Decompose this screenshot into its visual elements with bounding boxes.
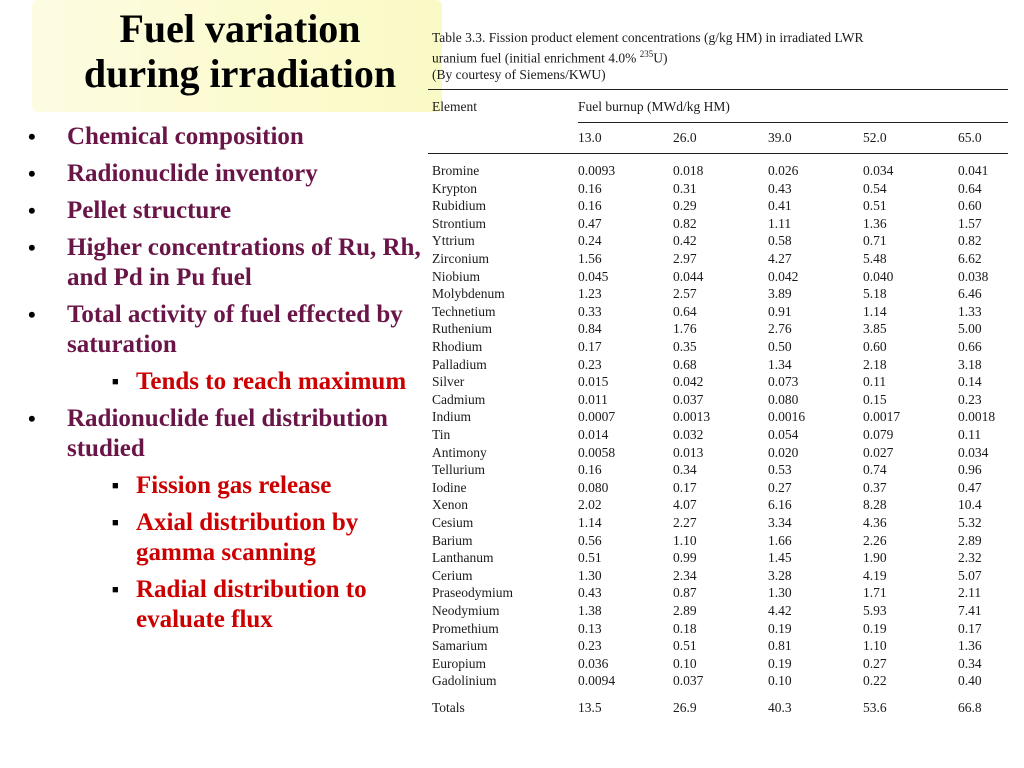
concentration-cell: 0.0007	[578, 409, 616, 425]
table-row	[428, 549, 1024, 567]
bullet-list	[28, 122, 438, 642]
element-name-cell: Praseodymium	[432, 585, 513, 601]
concentration-cell: 0.23	[578, 356, 602, 372]
concentration-cell: 0.16	[578, 198, 602, 214]
concentration-cell: 0.036	[578, 655, 609, 671]
burnup-header-cell: 52.0	[863, 130, 887, 145]
header-fuel-burnup: Fuel burnup (MWd/kg HM)	[578, 99, 730, 114]
concentration-cell: 0.34	[958, 655, 982, 671]
burnup-header-cell: 13.0	[578, 130, 602, 145]
totals-row	[428, 699, 1024, 717]
concentration-cell: 0.33	[578, 303, 602, 319]
concentration-cell: 0.073	[768, 374, 799, 390]
concentration-cell: 1.33	[958, 303, 982, 319]
bullet-item: • Chemical composition	[28, 122, 438, 152]
concentration-cell: 8.28	[863, 497, 887, 513]
totals-cell: 13.5	[578, 700, 602, 715]
concentration-cell: 0.042	[673, 374, 704, 390]
concentration-cell: 0.037	[673, 391, 704, 407]
concentration-cell: 0.045	[578, 268, 609, 284]
concentration-cell: 0.079	[863, 427, 894, 442]
caption-line-2	[432, 46, 1012, 67]
concentration-cell: 1.56	[578, 251, 602, 266]
concentration-cell: 2.18	[863, 356, 887, 372]
table-row	[428, 320, 1024, 338]
concentration-cell: 0.027	[863, 444, 894, 460]
concentration-cell: 2.89	[673, 603, 697, 618]
concentration-cell: 0.054	[768, 427, 799, 442]
concentration-cell: 2.27	[673, 515, 697, 530]
concentration-cell: 0.82	[958, 233, 982, 249]
concentration-cell: 2.97	[673, 251, 697, 266]
concentration-cell: 0.080	[578, 479, 609, 495]
totals-label: Totals	[432, 700, 465, 715]
concentration-cell: 0.41	[768, 198, 792, 214]
concentration-cell: 0.40	[958, 673, 982, 689]
concentration-cell: 0.16	[578, 462, 602, 478]
concentration-cell: 1.30	[768, 585, 792, 601]
concentration-cell: 0.60	[863, 339, 887, 354]
burnup-header-row	[428, 129, 1024, 147]
concentration-cell: 0.13	[578, 620, 602, 636]
element-name-cell: Rhodium	[432, 339, 483, 354]
table-row	[428, 268, 1024, 286]
bullet-item: • Radionuclide inventory	[28, 159, 438, 189]
concentration-cell: 1.10	[673, 532, 697, 548]
totals-cell: 66.8	[958, 700, 982, 715]
concentration-cell: 5.32	[958, 515, 982, 530]
concentration-cell: 0.11	[863, 374, 887, 390]
concentration-cell: 0.0058	[578, 444, 616, 460]
concentration-cell: 0.11	[958, 427, 982, 442]
concentration-cell: 0.27	[863, 655, 887, 671]
concentration-cell: 6.62	[958, 251, 982, 266]
burnup-header-cell: 26.0	[673, 130, 697, 145]
concentration-cell: 3.28	[768, 567, 792, 583]
table-caption	[432, 30, 1012, 83]
concentration-cell: 0.19	[768, 655, 792, 671]
concentration-cell: 0.71	[863, 233, 887, 249]
concentration-cell: 0.034	[958, 444, 989, 460]
concentration-cell: 2.32	[958, 550, 982, 566]
table-row	[428, 356, 1024, 374]
element-name-cell: Tin	[432, 427, 451, 442]
caption-line-3: (By courtesy of Siemens/KWU)	[432, 66, 606, 82]
element-name-cell: Yttrium	[432, 233, 475, 249]
sub-bullet-item: ■ Tends to reach maximum	[28, 367, 438, 397]
sub-bullet-item: ■ Axial distribution by gamma scanning	[28, 508, 438, 568]
bullet-item: • Higher concentrations of Ru, Rh, and Pd in Pu fuel	[28, 233, 438, 293]
caption-line-2-end: U)	[653, 50, 668, 66]
concentration-cell: 0.64	[958, 180, 982, 196]
concentration-cell: 0.23	[958, 391, 982, 407]
table-row	[428, 338, 1024, 356]
concentration-cell: 4.19	[863, 567, 887, 583]
concentration-cell: 0.018	[673, 163, 704, 178]
concentration-cell: 0.58	[768, 233, 792, 249]
concentration-cell: 0.34	[673, 462, 697, 478]
element-name-cell: Zirconium	[432, 251, 489, 266]
concentration-cell: 0.032	[673, 427, 704, 442]
concentration-cell: 1.14	[578, 515, 602, 530]
table-row	[428, 197, 1024, 215]
concentration-cell: 0.0093	[578, 163, 616, 178]
concentration-cell: 6.16	[768, 497, 792, 513]
concentration-cell: 0.47	[578, 215, 602, 231]
table-row	[428, 672, 1024, 690]
table-row	[428, 215, 1024, 233]
caption-line-1: Table 3.3. Fission product element concentrations (g/kg HM) in irradiated LWR	[432, 30, 864, 45]
table-row	[428, 567, 1024, 585]
concentration-cell: 0.17	[578, 339, 602, 354]
concentration-cell: 0.0017	[863, 409, 901, 425]
concentration-cell: 0.0013	[673, 409, 711, 425]
concentration-cell: 0.034	[863, 163, 894, 178]
element-name-cell: Krypton	[432, 180, 477, 196]
concentration-cell: 0.29	[673, 198, 697, 214]
table-row	[428, 532, 1024, 550]
concentration-cell: 0.35	[673, 339, 697, 354]
element-name-cell: Bromine	[432, 163, 480, 178]
element-name-cell: Niobium	[432, 268, 481, 284]
concentration-cell: 4.36	[863, 515, 887, 530]
concentration-cell: 1.36	[863, 215, 887, 231]
concentration-cell: 0.87	[673, 585, 697, 601]
element-name-cell: Silver	[432, 374, 465, 390]
concentration-cell: 0.17	[673, 479, 697, 495]
concentration-cell: 1.66	[768, 532, 792, 548]
element-name-cell: Antimony	[432, 444, 487, 460]
concentration-cell: 0.53	[768, 462, 792, 478]
table-row	[428, 426, 1024, 444]
concentration-cell: 4.27	[768, 251, 792, 266]
table-row	[428, 250, 1024, 268]
totals-cell: 53.6	[863, 700, 887, 715]
burnup-group-rule	[578, 122, 1008, 123]
concentration-cell: 0.43	[768, 180, 792, 196]
concentration-cell: 6.46	[958, 286, 982, 302]
element-name-cell: Strontium	[432, 215, 487, 231]
element-name-cell: Ruthenium	[432, 321, 492, 337]
concentration-cell: 0.74	[863, 462, 887, 478]
bullet-item: • Pellet structure	[28, 196, 438, 226]
concentration-cell: 1.23	[578, 286, 602, 302]
concentration-cell: 0.84	[578, 321, 602, 337]
burnup-header-cell: 65.0	[958, 130, 982, 145]
concentration-cell: 0.54	[863, 180, 887, 196]
table-row	[428, 391, 1024, 409]
concentration-cell: 0.60	[958, 198, 982, 214]
table-row	[428, 584, 1024, 602]
table-row	[428, 162, 1024, 180]
concentration-cell: 0.51	[578, 550, 602, 566]
caption-line-2-text: uranium fuel (initial enrichment 4.0%	[432, 50, 640, 66]
element-name-cell: Europium	[432, 655, 486, 671]
concentration-cell: 0.026	[768, 163, 799, 178]
element-name-cell: Palladium	[432, 356, 487, 372]
concentration-cell: 0.42	[673, 233, 697, 249]
table-row	[428, 637, 1024, 655]
concentration-cell: 1.38	[578, 603, 602, 618]
element-name-cell: Cesium	[432, 515, 474, 530]
concentration-cell: 1.10	[863, 638, 887, 654]
concentration-cell: 3.18	[958, 356, 982, 372]
concentration-cell: 0.19	[863, 620, 887, 636]
element-name-cell: Technetium	[432, 303, 496, 319]
concentration-cell: 0.040	[863, 268, 894, 284]
concentration-cell: 4.42	[768, 603, 792, 618]
element-name-cell: Cadmium	[432, 391, 486, 407]
concentration-cell: 0.37	[863, 479, 887, 495]
concentration-cell: 0.020	[768, 444, 799, 460]
concentration-cell: 0.16	[578, 180, 602, 196]
concentration-cell: 0.64	[673, 303, 697, 319]
concentration-cell: 1.71	[863, 585, 887, 601]
element-name-cell: Promethium	[432, 620, 499, 636]
concentration-cell: 1.45	[768, 550, 792, 566]
concentration-cell: 0.013	[673, 444, 704, 460]
concentration-cell: 0.041	[958, 163, 989, 178]
concentration-cell: 5.48	[863, 251, 887, 266]
table-row	[428, 373, 1024, 391]
concentration-cell: 0.18	[673, 620, 697, 636]
table-row	[428, 496, 1024, 514]
concentration-cell: 0.015	[578, 374, 609, 390]
table-row	[428, 602, 1024, 620]
concentration-cell: 0.22	[863, 673, 887, 689]
element-name-cell: Barium	[432, 532, 473, 548]
table-row	[428, 408, 1024, 426]
concentration-cell: 0.91	[768, 303, 792, 319]
concentration-cell: 0.66	[958, 339, 982, 354]
table-row	[428, 461, 1024, 479]
element-name-cell: Neodymium	[432, 603, 500, 618]
concentration-cell: 0.50	[768, 339, 792, 354]
concentration-cell: 0.24	[578, 233, 602, 249]
concentration-cell: 0.96	[958, 462, 982, 478]
concentration-cell: 0.68	[673, 356, 697, 372]
concentration-cell: 3.89	[768, 286, 792, 302]
table-row	[428, 180, 1024, 198]
concentration-cell: 1.36	[958, 638, 982, 654]
concentration-cell: 0.51	[673, 638, 697, 654]
concentration-cell: 0.0094	[578, 673, 616, 689]
concentration-cell: 2.26	[863, 532, 887, 548]
concentration-cell: 2.02	[578, 497, 602, 513]
concentration-cell: 1.11	[768, 215, 792, 231]
concentration-cell: 0.56	[578, 532, 602, 548]
element-name-cell: Gadolinium	[432, 673, 497, 689]
concentration-cell: 5.07	[958, 567, 982, 583]
concentration-cell: 2.34	[673, 567, 697, 583]
burnup-header-cell: 39.0	[768, 130, 792, 145]
concentration-cell: 0.038	[958, 268, 989, 284]
element-name-cell: Molybdenum	[432, 286, 505, 302]
element-name-cell: Samarium	[432, 638, 488, 654]
table-top-rule	[428, 89, 1008, 90]
concentration-cell: 0.0018	[958, 409, 996, 425]
concentration-cell: 1.14	[863, 303, 887, 319]
concentration-cell: 0.042	[768, 268, 799, 284]
concentration-cell: 4.07	[673, 497, 697, 513]
concentration-cell: 2.11	[958, 585, 982, 601]
concentration-cell: 0.14	[958, 374, 982, 390]
element-name-cell: Tellurium	[432, 462, 486, 478]
table-row	[428, 303, 1024, 321]
sub-bullet-item: ■ Radial distribution to evaluate flux	[28, 575, 438, 635]
table-row	[428, 285, 1024, 303]
concentration-cell: 5.18	[863, 286, 887, 302]
element-name-cell: Lanthanum	[432, 550, 494, 566]
concentration-cell: 2.57	[673, 286, 697, 302]
concentration-cell: 1.34	[768, 356, 792, 372]
concentration-cell: 0.15	[863, 391, 887, 407]
caption-isotope-mass: 235	[639, 49, 654, 59]
concentration-cell: 5.00	[958, 321, 982, 337]
concentration-cell: 0.81	[768, 638, 792, 654]
concentration-cell: 0.0016	[768, 409, 806, 425]
concentration-cell: 0.23	[578, 638, 602, 654]
header-element: Element	[432, 99, 477, 114]
bullet-item: • Total activity of fuel effected by saturation	[28, 300, 438, 360]
concentration-cell: 0.037	[673, 673, 704, 689]
table-row	[428, 479, 1024, 497]
concentration-cell: 0.43	[578, 585, 602, 601]
concentration-cell: 1.30	[578, 567, 602, 583]
concentration-cell: 0.51	[863, 198, 887, 214]
concentration-cell: 0.27	[768, 479, 792, 495]
table-row	[428, 655, 1024, 673]
element-name-cell: Iodine	[432, 479, 467, 495]
concentration-cell: 0.31	[673, 180, 697, 196]
bullet-item: • Radionuclide fuel distribution studied	[28, 404, 438, 464]
concentration-cell: 0.47	[958, 479, 982, 495]
element-name-cell: Rubidium	[432, 198, 487, 214]
concentration-cell: 7.41	[958, 603, 982, 618]
totals-cell: 40.3	[768, 700, 792, 715]
concentration-cell: 2.89	[958, 532, 982, 548]
concentration-cell: 1.57	[958, 215, 982, 231]
concentration-cell: 0.17	[958, 620, 982, 636]
concentration-cell: 0.014	[578, 427, 609, 442]
concentration-cell: 3.85	[863, 321, 887, 337]
concentration-cell: 0.19	[768, 620, 792, 636]
table-row	[428, 444, 1024, 462]
header-bottom-rule	[428, 153, 1008, 154]
concentration-cell: 1.76	[673, 321, 697, 337]
concentration-cell: 0.080	[768, 391, 799, 407]
concentration-cell: 0.10	[673, 655, 697, 671]
title-line-2: during irradiation	[83, 51, 397, 96]
totals-cell: 26.9	[673, 700, 697, 715]
sub-bullet-item: ■ Fission gas release	[28, 471, 438, 501]
concentration-cell: 0.82	[673, 215, 697, 231]
concentration-cell: 2.76	[768, 321, 792, 337]
table-row	[428, 232, 1024, 250]
concentration-cell: 0.99	[673, 550, 697, 566]
title-line-1: Fuel variation	[119, 6, 361, 51]
concentration-cell: 0.011	[578, 391, 608, 407]
concentration-cell: 0.044	[673, 268, 704, 284]
element-name-cell: Xenon	[432, 497, 468, 513]
concentration-cell: 5.93	[863, 603, 887, 618]
fission-product-table	[428, 28, 1024, 768]
concentration-cell: 10.4	[958, 497, 982, 513]
element-name-cell: Cerium	[432, 567, 473, 583]
element-name-cell: Indium	[432, 409, 471, 425]
table-row	[428, 514, 1024, 532]
concentration-cell: 0.10	[768, 673, 792, 689]
concentration-cell: 1.90	[863, 550, 887, 566]
table-row	[428, 620, 1024, 638]
slide-title	[40, 6, 440, 96]
concentration-cell: 3.34	[768, 515, 792, 530]
